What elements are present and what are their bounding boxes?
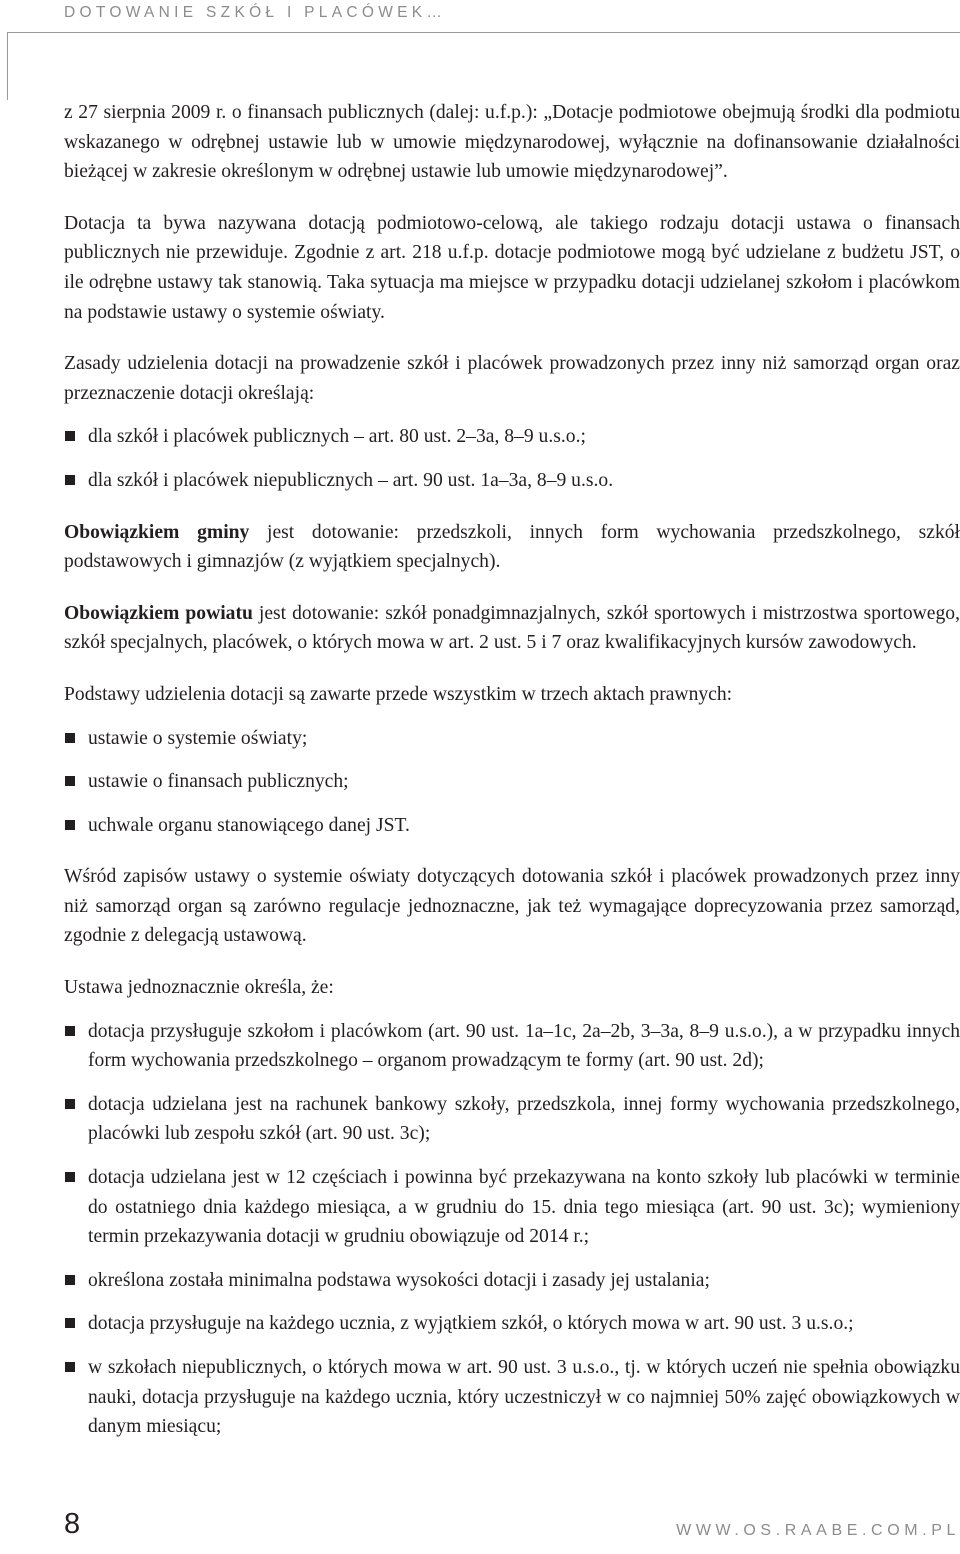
list-item: ustawie o finansach publicznych;	[64, 767, 960, 797]
bold-term: Obowiązkiem powiatu	[64, 602, 253, 624]
list-item: ustawie o systemie oświaty;	[64, 724, 960, 754]
bullet-list-rules	[64, 422, 960, 495]
list-item: dotacja udzielana jest w 12 częściach i powinna być przekazywana na konto szkoły lub placówki w terminie do ostatniego dnia każdego miesiąca, a w grudniu do 15. dnia tego miesiąca (art. 90 ust. 3c); wymieniony termin przekazywania dotacji w grudniu obowiązuje od 2014 r.;	[64, 1163, 960, 1252]
paragraph: Zasady udzielenia dotacji na prowadzenie szkół i placówek prowadzonych przez inny niż samorząd organ oraz przeznaczenie dotacji określają:	[64, 353, 960, 404]
header-corner-mark	[7, 32, 8, 100]
square-bullet-icon	[65, 475, 75, 485]
paragraph: z 27 sierpnia 2009 r. o finansach publicznych (dalej: u.f.p.): „Dotacje podmiotowe obejmują środki dla podmiotu wskazanego w odrębnej ustawie lub w umowie międzynarodowej, wyłącznie na dofinansowanie działalności bieżącej w zakresie określonym w odrębnej ustawie lub umowie międzynarodowej”.	[64, 102, 960, 183]
square-bullet-icon	[65, 1026, 75, 1036]
list-item: uchwale organu stanowiącego danej JST.	[64, 811, 960, 841]
square-bullet-icon	[65, 820, 75, 830]
page-number: 8	[64, 1508, 81, 1540]
bold-term: Obowiązkiem gminy	[64, 521, 250, 543]
paragraph: Obowiązkiem gminy jest dotowanie: przedszkoli, innych form wychowania przedszkolnego, szkół podstawowych i gimnazjów (z wyjątkiem specjalnych).	[64, 521, 960, 573]
square-bullet-icon	[65, 431, 75, 441]
list-item: w szkołach niepublicznych, o których mowa w art. 90 ust. 3 u.s.o., tj. w których uczeń nie spełnia obowiązku nauki, dotacja przysługuje na każdego ucznia, który uczestniczył w co najmniej 50% zajęć obowiązkowych w danym miesiącu;	[64, 1353, 960, 1442]
bullet-list-legal-acts	[64, 724, 960, 841]
square-bullet-icon	[65, 733, 75, 743]
bullet-list-provisions	[64, 1017, 960, 1442]
list-item: dotacja przysługuje na każdego ucznia, z wyjątkiem szkół, o których mowa w art. 90 ust. 3 u.s.o.;	[64, 1309, 960, 1339]
list-item: dla szkół i placówek niepublicznych – art. 90 ust. 1a–3a, 8–9 u.s.o.	[64, 466, 960, 496]
body-text	[64, 98, 960, 1442]
square-bullet-icon	[65, 1172, 75, 1182]
square-bullet-icon	[65, 776, 75, 786]
paragraph: Dotacja ta bywa nazywana dotacją podmiotowo-celową, ale takiego rodzaju dotacji ustawa o finansach publicznych nie przewiduje. Zgodnie z art. 218 u.f.p. dotacje podmiotowe mogą być udzielane z budżetu JST, o ile odrębne ustawy tak stanowią. Taka sytuacja ma miejsce w przypadku dotacji udzielanej szkołom i placówkom na podstawie ustawy o systemie oświaty.	[64, 212, 960, 323]
paragraph: Obowiązkiem powiatu jest dotowanie: szkół ponadgimnazjalnych, szkół sportowych i mistrzostwa sportowego, szkół specjalnych, placówek, o których mowa w art. 2 ust. 5 i 7 oraz kwalifikacyjnych kursów zawodowych.	[64, 602, 960, 654]
list-item: dotacja przysługuje szkołom i placówkom (art. 90 ust. 1a–1c, 2a–2b, 3–3a, 8–9 u.s.o.), a w przypadku innych form wychowania przedszkolnego – organom prowadzącym te formy (art. 90 ust. 2d);	[64, 1017, 960, 1076]
list-item: dla szkół i placówek publicznych – art. 80 ust. 2–3a, 8–9 u.s.o.;	[64, 422, 960, 452]
paragraph: Wśród zapisów ustawy o systemie oświaty dotyczących dotowania szkół i placówek prowadzonych przez inny niż samorząd organ są zarówno regulacje jednoznaczne, jak też wymagające doprecyzowania przez samorząd, zgodnie z delegacją ustawową.	[64, 866, 960, 947]
square-bullet-icon	[65, 1275, 75, 1285]
header-rule	[7, 32, 960, 33]
square-bullet-icon	[65, 1318, 75, 1328]
paragraph: Podstawy udzielenia dotacji są zawarte przede wszystkim w trzech aktach prawnych:	[64, 683, 733, 705]
square-bullet-icon	[65, 1099, 75, 1109]
list-item: określona została minimalna podstawa wysokości dotacji i zasady jej ustalania;	[64, 1266, 960, 1296]
running-head: DOTOWANIE SZKÓŁ I PLACÓWEK…	[64, 4, 447, 21]
paragraph: Ustawa jednoznacznie określa, że:	[64, 977, 334, 999]
list-item: dotacja udzielana jest na rachunek bankowy szkoły, przedszkola, innej formy wychowania przedszkolnego, placówki lub zespołu szkół (art. 90 ust. 3c);	[64, 1090, 960, 1149]
square-bullet-icon	[65, 1362, 75, 1372]
footer-url: WWW.OS.RAABE.COM.PL	[676, 1522, 960, 1539]
